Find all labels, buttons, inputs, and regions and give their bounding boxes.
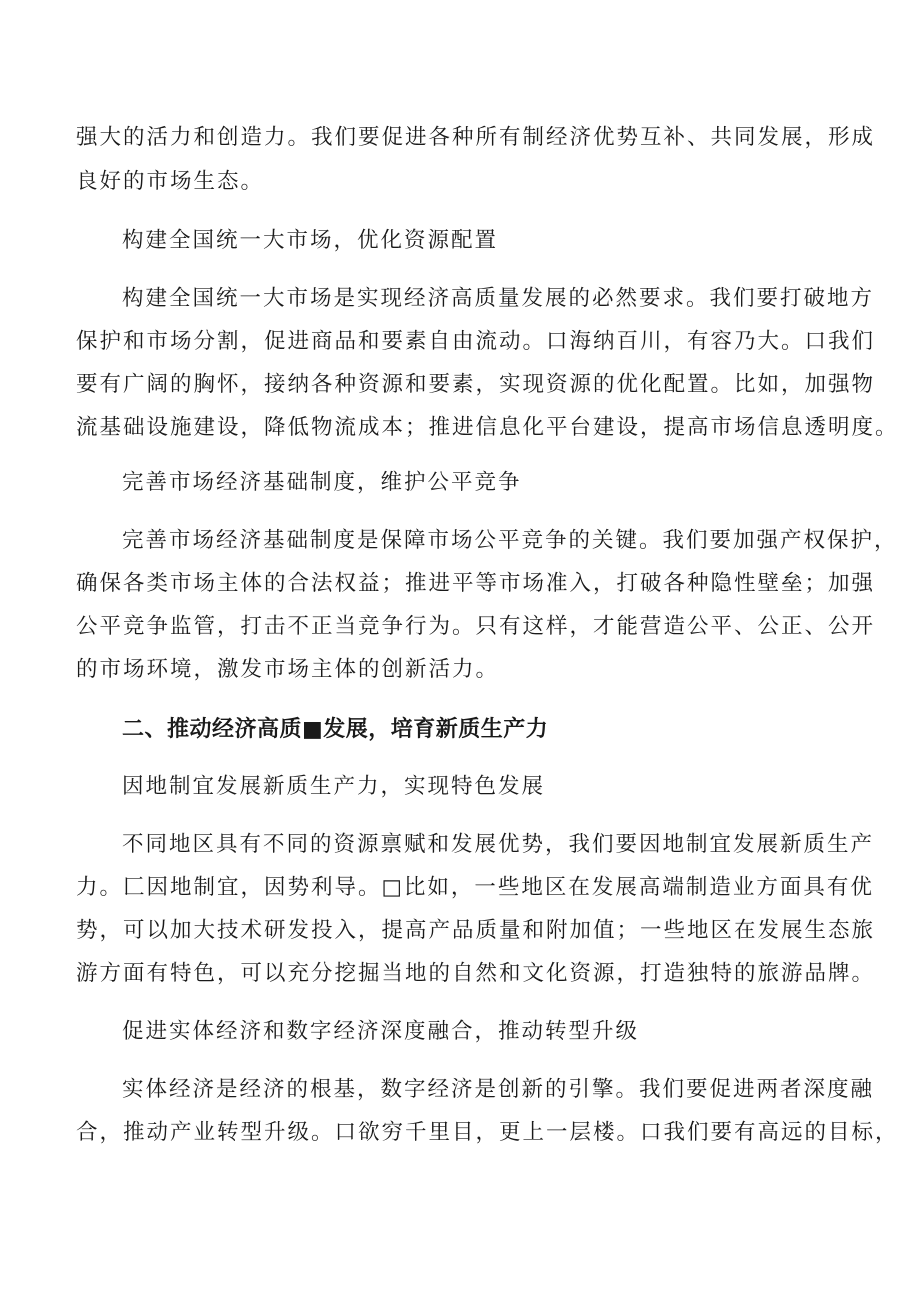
paragraph-line: 确保各类市场主体的合法权益；推进平等市场准入，打破各种隐性壁垒；加强 — [76, 571, 876, 596]
paragraph-line: 势，可以加大技术研发投入，提高产品质量和附加值；一些地区在发展生态旅 — [76, 918, 876, 943]
paragraph-line: 的市场环境，激发市场主体的创新活力。 — [76, 657, 500, 682]
paragraph-line: 不同地区具有不同的资源禀赋和发展优势，我们要因地制宜发展新质生产 — [122, 832, 875, 857]
paragraph-line: 完善市场经济基础制度是保障市场公平竞争的关键。我们要加强产权保护， — [122, 528, 898, 553]
paragraph-line: 游方面有特色，可以充分挖掘当地的自然和文化资源，打造独特的旅游品牌。 — [76, 961, 876, 986]
subheading: 促进实体经济和数字经济深度融合，推动转型升级 — [122, 1019, 640, 1044]
subheading: 构建全国统一大市场，优化资源配置 — [122, 228, 499, 253]
subheading: 因地制宜发展新质生产力，实现特色发展 — [122, 774, 546, 799]
paragraph-line: 力。匚因地制宜，因势利导。□比如，一些地区在发展高端制造业方面具有优 — [76, 875, 874, 900]
paragraph-line: 实体经济是经济的根基，数字经济是创新的引擎。我们要促进两者深度融 — [122, 1077, 875, 1102]
paragraph-line: 强大的活力和创造力。我们要促进各种所有制经济优势互补、共同发展，形成 — [76, 125, 876, 150]
paragraph-line: 公平竞争监管，打击不正当竞争行为。只有这样，才能营造公平、公正、公开 — [76, 614, 876, 639]
paragraph-line: 要有广阔的胸怀，接纳各种资源和要素，实现资源的优化配置。比如，加强物 — [76, 372, 876, 397]
paragraph-line: 良好的市场生态。 — [76, 169, 265, 194]
paragraph-line: 流基础设施建设，降低物流成本；推进信息化平台建设，提高市场信息透明度。 — [76, 415, 899, 440]
section-heading: 二、推动经济高质■发展，培育新质生产力 — [122, 717, 549, 742]
paragraph-line: 保护和市场分割，促进商品和要素自由流动。口海纳百川，有容乃大。口我们 — [76, 329, 876, 354]
paragraph-line: 构建全国统一大市场是实现经济高质量发展的必然要求。我们要打破地方 — [122, 286, 875, 311]
paragraph-line: 合，推动产业转型升级。口欲穷千里目，更上一层楼。口我们要有高远的目标， — [76, 1120, 899, 1145]
subheading: 完善市场经济基础制度，维护公平竞争 — [122, 470, 522, 495]
